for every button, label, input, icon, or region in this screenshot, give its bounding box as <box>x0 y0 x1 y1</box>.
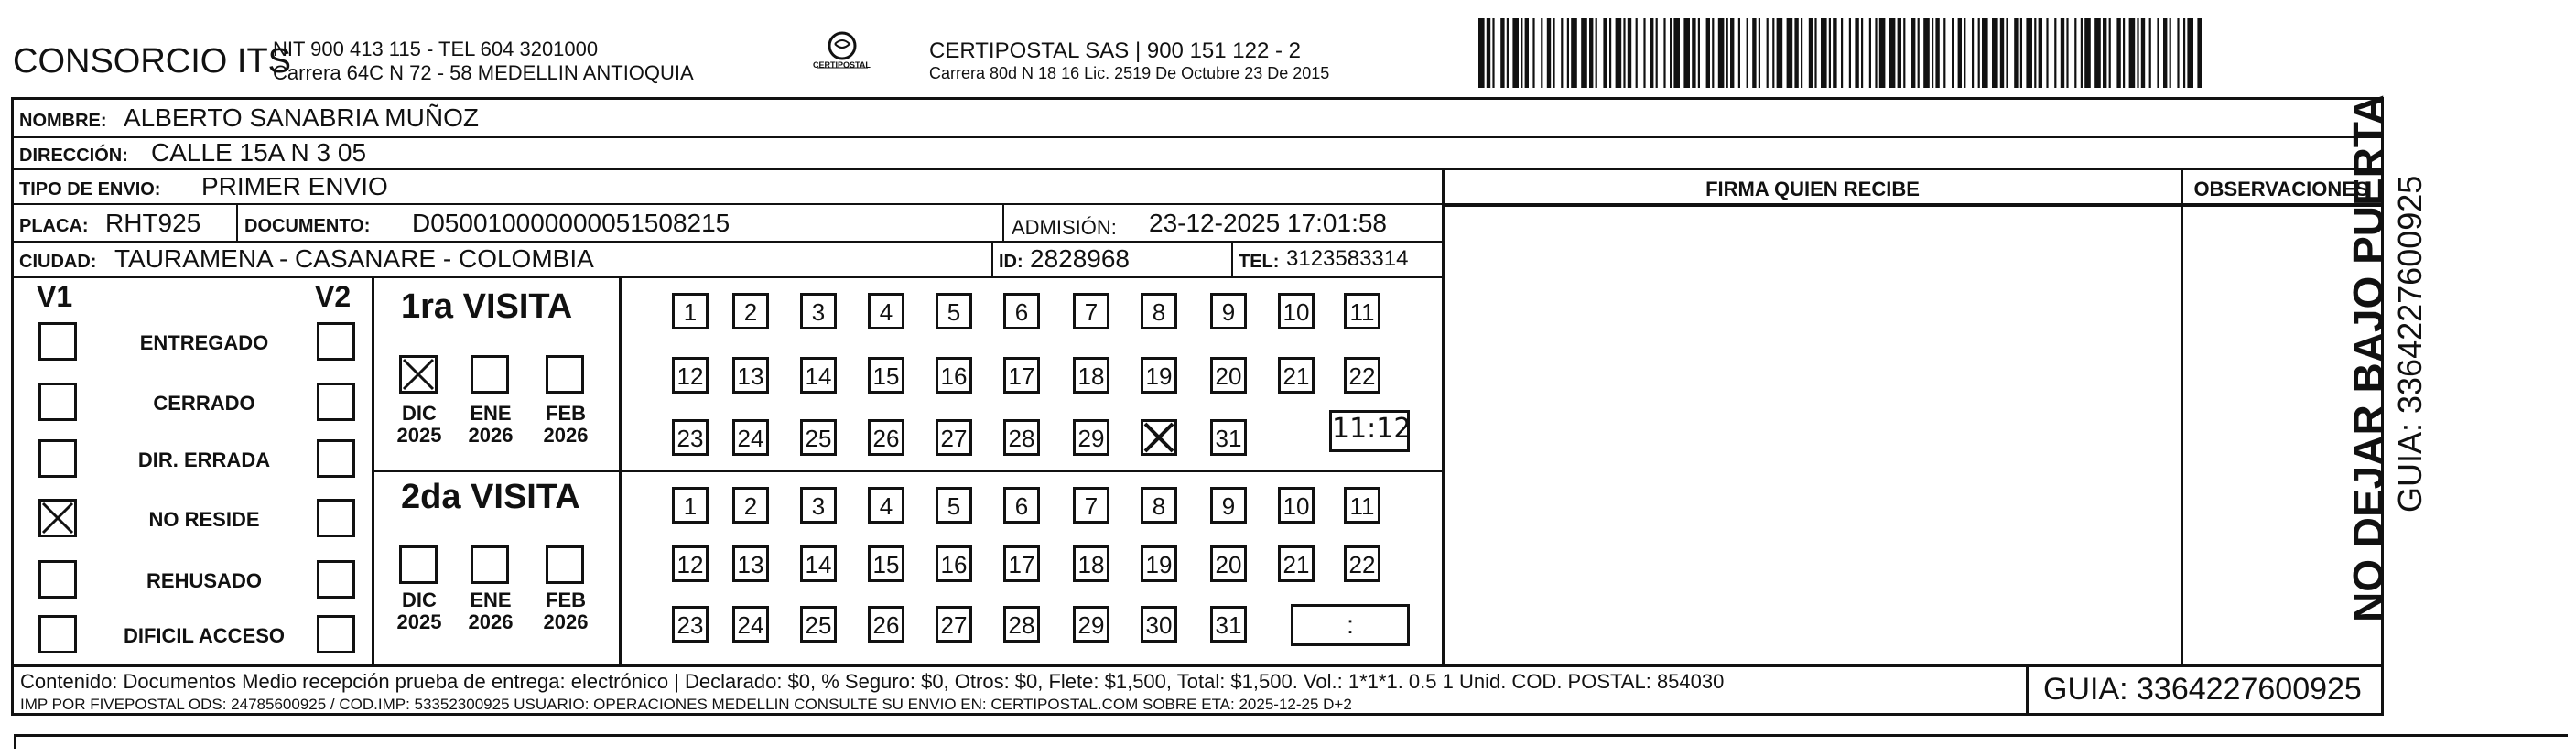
day-box[interactable]: 7 <box>1073 487 1109 524</box>
day-box[interactable]: 2 <box>732 293 769 329</box>
day-box[interactable]: 9 <box>1210 293 1247 329</box>
barcode-bar <box>1603 18 1607 88</box>
barcode-bar <box>1943 18 1945 88</box>
barcode-bar <box>1692 18 1695 88</box>
logo-text: CERTIPOSTAL <box>813 60 871 70</box>
v1-checkbox[interactable] <box>38 615 77 653</box>
barcode-bar <box>1567 18 1569 88</box>
barcode-bar <box>1738 18 1740 88</box>
v2-checkbox[interactable] <box>317 615 355 653</box>
barcode-bar <box>2026 18 2032 88</box>
day-box[interactable]: 3 <box>800 487 837 524</box>
placa-value: RHT925 <box>105 209 201 237</box>
month-checkbox[interactable] <box>546 545 584 584</box>
barcode <box>1478 18 2202 88</box>
v2-label: V2 <box>315 280 352 313</box>
month-checkbox[interactable] <box>471 355 509 394</box>
day-box[interactable]: 19 <box>1141 357 1177 394</box>
tel-divider <box>1231 243 1233 278</box>
company-nit: NIT 900 413 115 - TEL 604 3201000 <box>273 38 599 60</box>
barcode-bar <box>1561 18 1563 88</box>
barcode-bar <box>1889 18 1896 88</box>
day-box[interactable]: 25 <box>800 419 837 456</box>
status-option-label: ENTREGADO <box>139 331 269 354</box>
nombre-value: ALBERTO SANABRIA MUÑOZ <box>124 103 479 132</box>
direccion-label: DIRECCIÓN: <box>19 146 128 166</box>
barcode-bar <box>2020 18 2022 88</box>
day-box[interactable]: 2 <box>732 487 769 524</box>
barcode-bar <box>2163 18 2167 88</box>
firma-header: FIRMA QUIEN RECIBE <box>1705 178 1920 200</box>
barcode-bar <box>2046 18 2048 88</box>
barcode-bar <box>1683 18 1690 88</box>
day-box[interactable]: 1 <box>672 487 709 524</box>
barcode-bar <box>2094 18 2101 88</box>
barcode-bar <box>1972 18 1974 88</box>
month-checkbox[interactable] <box>546 355 584 394</box>
admision-label: ADMISIÓN: <box>1012 216 1117 239</box>
day-box[interactable]: 22 <box>1344 545 1380 582</box>
barcode-bar <box>1609 18 1611 88</box>
barcode-bar <box>1898 18 1901 88</box>
day-box[interactable]: 26 <box>868 606 904 643</box>
barcode-bar <box>2066 18 2068 88</box>
barcode-bar <box>1478 18 1485 88</box>
first-visit-title: 1ra VISITA <box>401 287 573 326</box>
day-box[interactable]: 10 <box>1278 487 1315 524</box>
carrier-name: CERTIPOSTAL SAS | 900 151 122 - 2 <box>929 38 1301 63</box>
month-year: 2026 <box>543 424 589 447</box>
certipostal-logo-icon <box>806 27 879 82</box>
company-name: CONSORCIO ITS <box>13 42 292 81</box>
day-box[interactable]: 10 <box>1278 293 1315 329</box>
barcode-bar <box>1767 18 1769 88</box>
nombre-label: NOMBRE: <box>19 111 107 131</box>
month-checkbox[interactable] <box>471 545 509 584</box>
day-box[interactable]: 27 <box>936 606 972 643</box>
documento-label: DOCUMENTO: <box>244 216 371 236</box>
day-box[interactable]: 20 <box>1210 545 1247 582</box>
day-box[interactable]: 21 <box>1278 357 1315 394</box>
barcode-bar <box>2137 18 2138 88</box>
footer-contenido: Contenido: Documentos Medio recepción prueba de entrega: electrónico | Declarado: $0, % Seguro: $0, Otros: $0, Flete: $1,500, Total: $1,500. Vol.: 1*1*1. 0.5 1 Unid. COD. POSTAL: 854030 <box>20 670 1725 693</box>
barcode-bar <box>1596 18 1597 88</box>
bottom-strip <box>14 734 2568 749</box>
observaciones-header: OBSERVACIONES <box>2193 178 2369 200</box>
company-address: Carrera 64C N 72 - 58 MEDELLIN ANTIOQUIA <box>273 61 694 84</box>
month-name: ENE <box>470 402 512 425</box>
direccion-value: CALLE 15A N 3 05 <box>151 138 367 167</box>
barcode-bar <box>1918 18 1920 88</box>
barcode-bar <box>1992 18 1998 88</box>
v2-checkbox[interactable] <box>317 322 355 361</box>
side-warning: NO DEJAR BAJO PUERTA <box>2344 94 2392 622</box>
second-visit-time[interactable]: : <box>1291 604 1410 646</box>
v1-checkbox[interactable] <box>38 383 77 421</box>
month-label <box>394 589 445 633</box>
firma-left-border <box>1442 170 1445 664</box>
barcode-bar <box>1772 18 1774 88</box>
barcode-bar <box>2116 18 2120 88</box>
barcode-bar <box>1492 18 1494 88</box>
admision-value: 23-12-2025 17:01:58 <box>1149 209 1387 237</box>
barcode-bar <box>1829 18 1831 88</box>
v1-checkbox[interactable] <box>38 560 77 599</box>
barcode-bar <box>2170 18 2171 88</box>
barcode-bar <box>1636 18 1638 88</box>
barcode-bar <box>1869 18 1871 88</box>
barcode-bar <box>2141 18 2145 88</box>
footer-imp: IMP POR FIVEPOSTAL ODS: 24785600925 / COD.IMP: 53352300925 USUARIO: OPERACIONES MEDELLIN CONSULTE SU ENVIO EN: CERTIPOSTAL.COM SOBRE ETA: 2025-12-25 D+2 <box>20 696 1352 713</box>
barcode-bar <box>1500 18 1504 88</box>
status-option-label: NO RESIDE <box>148 508 260 531</box>
month-name: ENE <box>470 589 512 611</box>
second-visit-title: 2da VISITA <box>401 478 580 516</box>
barcode-bar <box>2014 18 2018 88</box>
day-box[interactable]: 4 <box>868 487 904 524</box>
day-box[interactable]: 16 <box>936 545 972 582</box>
barcode-bar <box>1752 18 1756 88</box>
barcode-bar <box>1541 18 1542 88</box>
firma-header-line <box>1445 205 2381 207</box>
day-box[interactable]: 13 <box>732 545 769 582</box>
day-box[interactable]: 23 <box>672 419 709 456</box>
nombre-row <box>14 100 2381 138</box>
barcode-bar <box>1487 18 1490 88</box>
day-box[interactable]: 8 <box>1141 487 1177 524</box>
barcode-bar <box>1841 18 1843 88</box>
barcode-bar <box>1958 18 1962 88</box>
tipo-label: TIPO DE ENVIO: <box>19 179 161 200</box>
month-label <box>394 403 445 447</box>
barcode-bar <box>2149 18 2151 88</box>
ciudad-label: CIUDAD: <box>19 252 97 272</box>
day-box[interactable]: 25 <box>800 606 837 643</box>
day-box[interactable]: 1 <box>672 293 709 329</box>
day-box[interactable]: 17 <box>1003 357 1040 394</box>
status-option-label: REHUSADO <box>146 569 262 592</box>
month-label <box>540 589 591 633</box>
day-box[interactable]: 27 <box>936 419 972 456</box>
barcode-bar <box>1861 18 1863 88</box>
barcode-bar <box>1911 18 1915 88</box>
side-guia: GUIA: 3364227600925 <box>2391 175 2429 513</box>
barcode-bar <box>1777 18 1783 88</box>
barcode-bar <box>1821 18 1827 88</box>
barcode-bar <box>1935 18 1939 88</box>
day-box[interactable]: 3 <box>800 293 837 329</box>
day-box[interactable]: 20 <box>1210 357 1247 394</box>
day-box[interactable]: 4 <box>868 293 904 329</box>
barcode-bar <box>1673 18 1680 88</box>
v2-checkbox[interactable] <box>317 439 355 478</box>
carrier-address: Carrera 80d N 18 16 Lic. 2519 De Octubre 23 De 2015 <box>929 64 1330 82</box>
barcode-bar <box>1726 18 1728 88</box>
barcode-bar <box>1879 18 1886 88</box>
barcode-bar <box>1521 18 1522 88</box>
barcode-bar <box>1787 18 1793 88</box>
v1-checkbox[interactable] <box>38 322 77 361</box>
month-label <box>465 589 516 633</box>
barcode-bar <box>2084 18 2091 88</box>
barcode-bar <box>1794 18 1798 88</box>
barcode-bar <box>1656 18 1658 88</box>
barcode-bar <box>1718 18 1725 88</box>
day-box[interactable]: 29 <box>1073 419 1109 456</box>
v2-checkbox[interactable] <box>317 383 355 421</box>
placa-label: PLACA: <box>19 216 89 236</box>
month-name: DIC <box>402 402 437 425</box>
barcode-bar <box>2061 18 2064 88</box>
day-box[interactable]: 24 <box>732 419 769 456</box>
ciudad-value: TAURAMENA - CASANARE - COLOMBIA <box>114 244 594 273</box>
day-box[interactable]: 31 <box>1210 606 1247 643</box>
barcode-bar <box>1712 18 1714 88</box>
barcode-bar <box>1589 18 1593 88</box>
v1-label: V1 <box>37 280 73 313</box>
v1-checkbox[interactable] <box>38 499 77 537</box>
month-label <box>540 403 591 447</box>
month-checkbox[interactable] <box>399 355 438 394</box>
v1-checkbox[interactable] <box>38 439 77 478</box>
barcode-bar <box>1663 18 1665 88</box>
day-box[interactable] <box>1141 419 1177 456</box>
barcode-bar <box>1809 18 1813 88</box>
barcode-bar <box>1759 18 1760 88</box>
barcode-bar <box>2109 18 2111 88</box>
day-box[interactable]: 12 <box>672 545 709 582</box>
day-box[interactable]: 9 <box>1210 487 1247 524</box>
day-box[interactable]: 14 <box>800 545 837 582</box>
day-box[interactable]: 18 <box>1073 545 1109 582</box>
day-box[interactable]: 6 <box>1003 293 1040 329</box>
barcode-bar <box>1801 18 1802 88</box>
day-box[interactable]: 30 <box>1141 606 1177 643</box>
month-name: FEB <box>546 589 586 611</box>
month-label <box>465 403 516 447</box>
barcode-bar <box>1982 18 1988 88</box>
month-year: 2026 <box>543 610 589 633</box>
first-visit-time[interactable]: 11:12 <box>1329 410 1410 452</box>
status-option-label: CERRADO <box>153 392 255 415</box>
visits-separator <box>374 470 1442 472</box>
day-box[interactable]: 16 <box>936 357 972 394</box>
ciudad-row <box>14 243 1442 278</box>
day-box[interactable]: 15 <box>868 545 904 582</box>
barcode-bar <box>1964 18 1965 88</box>
day-box[interactable]: 11 <box>1344 293 1380 329</box>
barcode-bar <box>1525 18 1529 88</box>
day-box[interactable]: 31 <box>1210 419 1247 456</box>
month-year: 2025 <box>396 424 442 447</box>
barcode-bar <box>1855 18 1858 88</box>
barcode-bar <box>2103 18 2106 88</box>
documento-value: D050010000000051508215 <box>412 209 731 237</box>
day-box[interactable]: 14 <box>800 357 837 394</box>
day-box[interactable]: 24 <box>732 606 769 643</box>
id-label: ID: <box>999 252 1023 272</box>
month-name: DIC <box>402 589 437 611</box>
tipo-value: PRIMER ENVIO <box>201 172 388 200</box>
day-box[interactable]: 19 <box>1141 545 1177 582</box>
day-box[interactable]: 18 <box>1073 357 1109 394</box>
day-box[interactable]: 5 <box>936 487 972 524</box>
barcode-bar <box>1581 18 1587 88</box>
barcode-bar <box>2006 18 2008 88</box>
day-box[interactable]: 8 <box>1141 293 1177 329</box>
barcode-bar <box>1628 18 1631 88</box>
day-box[interactable]: 6 <box>1003 487 1040 524</box>
barcode-bar <box>1952 18 1954 88</box>
barcode-bar <box>2081 18 2083 88</box>
barcode-bar <box>2187 18 2193 88</box>
day-box[interactable]: 26 <box>868 419 904 456</box>
status-option-label: DIR. ERRADA <box>137 448 271 471</box>
barcode-bar <box>2129 18 2136 88</box>
barcode-bar <box>1747 18 1748 88</box>
barcode-bar <box>2177 18 2179 88</box>
barcode-bar <box>1923 18 1930 88</box>
day-box[interactable]: 23 <box>672 606 709 643</box>
footer-guia-divider <box>2026 667 2029 713</box>
day-box[interactable]: 13 <box>732 357 769 394</box>
day-box[interactable]: 29 <box>1073 606 1109 643</box>
admision-divider <box>1002 205 1004 243</box>
month-year: 2025 <box>396 610 442 633</box>
barcode-bar <box>1730 18 1734 88</box>
month-checkbox[interactable] <box>399 545 438 584</box>
month-year: 2026 <box>468 610 514 633</box>
barcode-bar <box>1532 18 1534 88</box>
day-box[interactable]: 7 <box>1073 293 1109 329</box>
month-name: FEB <box>546 402 586 425</box>
barcode-bar <box>1616 18 1622 88</box>
placa-row <box>14 205 1442 243</box>
barcode-bar <box>1623 18 1625 88</box>
day-box[interactable]: 5 <box>936 293 972 329</box>
obs-left-border <box>2181 170 2183 664</box>
month-year: 2026 <box>468 424 514 447</box>
barcode-bar <box>2000 18 2004 88</box>
barcode-bar <box>1571 18 1577 88</box>
day-box[interactable]: 11 <box>1344 487 1380 524</box>
barcode-bar <box>1875 18 1877 88</box>
barcode-bar <box>1512 18 1519 88</box>
barcode-bar <box>2183 18 2185 88</box>
barcode-bar <box>1978 18 1980 88</box>
barcode-bar <box>2074 18 2076 88</box>
barcode-bar <box>1670 18 1672 88</box>
barcode-bar <box>2054 18 2056 88</box>
footer-guia: GUIA: 3364227600925 <box>2043 672 2362 707</box>
barcode-bar <box>2039 18 2042 88</box>
barcode-bar <box>1903 18 1905 88</box>
tel-label: TEL: <box>1239 252 1280 272</box>
barcode-bar <box>1507 18 1509 88</box>
barcode-bar <box>1547 18 1551 88</box>
direccion-row <box>14 138 2381 170</box>
day-box[interactable]: 28 <box>1003 419 1040 456</box>
v2-checkbox[interactable] <box>317 560 355 599</box>
day-box[interactable]: 12 <box>672 357 709 394</box>
day-box[interactable]: 21 <box>1278 545 1315 582</box>
tel-value: 3123583314 <box>1286 246 1409 271</box>
id-value: 2828968 <box>1030 244 1131 273</box>
barcode-bar <box>1849 18 1851 88</box>
day-box[interactable]: 15 <box>868 357 904 394</box>
barcode-bar <box>1833 18 1836 88</box>
barcode-bar <box>1706 18 1710 88</box>
day-box[interactable]: 17 <box>1003 545 1040 582</box>
barcode-bar <box>2123 18 2125 88</box>
barcode-bar <box>2034 18 2036 88</box>
day-box[interactable]: 22 <box>1344 357 1380 394</box>
id-divider <box>991 243 993 278</box>
barcode-bar <box>1698 18 1700 88</box>
barcode-bar <box>1932 18 1933 88</box>
barcode-bar <box>1643 18 1645 88</box>
barcode-bar <box>1553 18 1554 88</box>
v2-checkbox[interactable] <box>317 499 355 537</box>
day-box[interactable]: 28 <box>1003 606 1040 643</box>
barcode-bar <box>1650 18 1653 88</box>
placa-divider <box>236 205 238 243</box>
barcode-bar <box>2157 18 2159 88</box>
barcode-bar <box>2197 18 2202 88</box>
status-option-label: DIFICIL ACCESO <box>123 624 285 647</box>
barcode-bar <box>1814 18 1816 88</box>
